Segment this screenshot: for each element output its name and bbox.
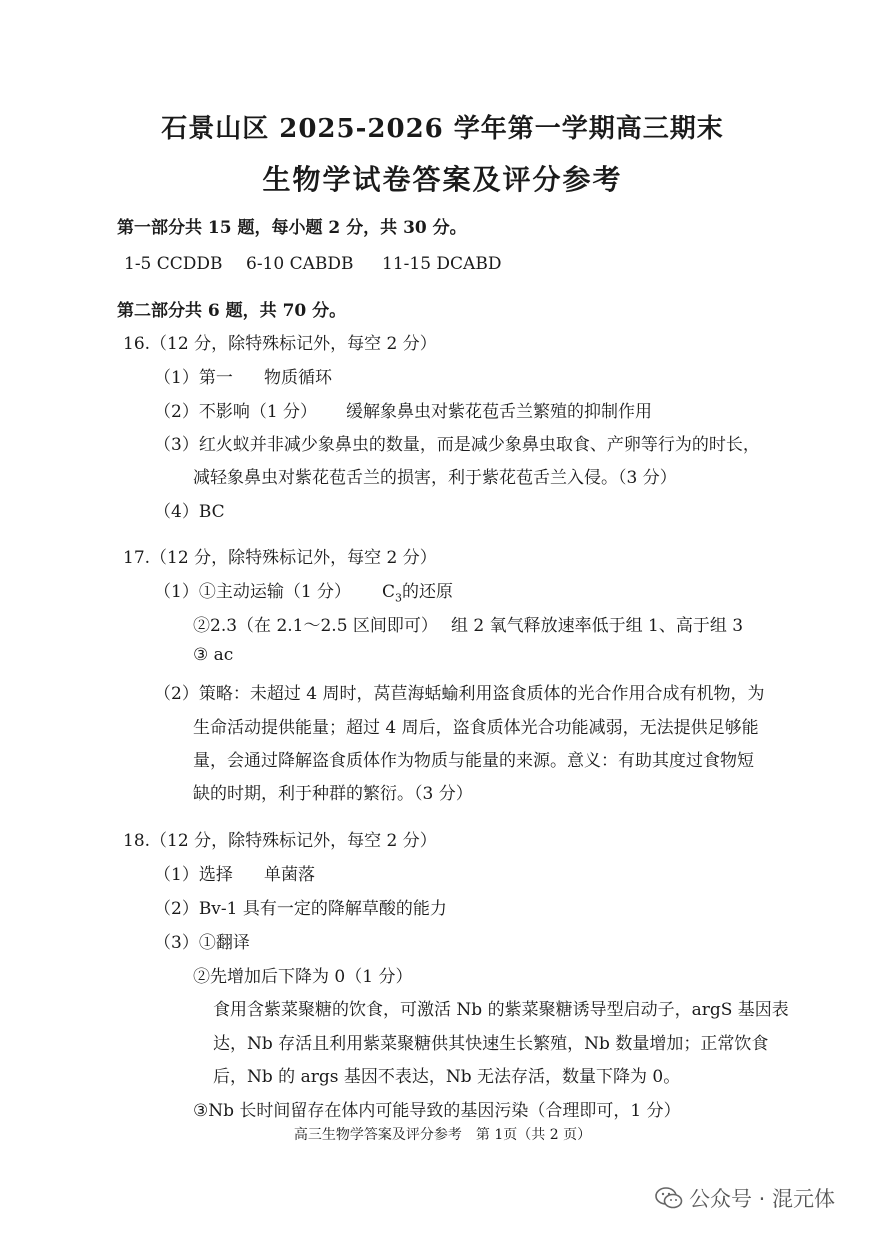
watermark-text: 公众号 · 混元体 xyxy=(689,1187,836,1211)
q18-answer-1: （1）选择 单菌落 xyxy=(154,865,315,885)
q17-answer-2-line3: 量，会通过降解盗食质体作为物质与能量的来源。意义：有助其度过食物短 xyxy=(193,751,754,771)
q17-answer-2-line1: （2）策略：未超过 4 周时，莴苣海蛞蝓利用盗食质体的光合作用合成有机物，为 xyxy=(154,684,765,704)
q18-heading: 18.（12 分，除特殊标记外，每空 2 分） xyxy=(123,831,437,851)
q18-answer-3-2-line2: 达，Nb 存活且利用紫菜聚糖供其快速生长繁殖，Nb 数量增加；正常饮食 xyxy=(213,1034,769,1054)
answer-11-15: 11-15 DCABD xyxy=(382,254,502,274)
part1-heading: 第一部分共 15 题，每小题 2 分，共 30 分。 xyxy=(117,218,467,238)
q17-answer-1-3: ③ ac xyxy=(193,645,234,665)
q17-answer-1-1: （1）①主动运输（1 分） $C_3$的还原 xyxy=(154,582,454,605)
page-footer: 高三生物学答案及评分参考 第 1页（共 2 页） xyxy=(293,1127,592,1143)
q18-answer-2: （2）Bv-1 具有一定的降解草酸的能力 xyxy=(154,899,447,919)
part2-heading: 第二部分共 6 题，共 70 分。 xyxy=(117,301,347,321)
answer-1-5: 1-5 CCDDB xyxy=(124,254,223,274)
q18-answer-3-3: ③Nb 长时间留存在体内可能导致的基因污染（合理即可，1 分） xyxy=(193,1101,681,1121)
q18-answer-3-2-line1: 食用含紫菜聚糖的饮食，可激活 Nb 的紫菜聚糖诱导型启动子，argS 基因表 xyxy=(213,1000,789,1020)
q17-answer-1-2: ②2.3（在 2.1～2.5 区间即可） 组 2 氧气释放速率低于组 1、高于组 3 xyxy=(193,616,744,636)
q16-heading: 16.（12 分，除特殊标记外，每空 2 分） xyxy=(123,334,437,354)
q16-answer-1: （1）第一 物质循环 xyxy=(154,368,332,388)
part1-answers xyxy=(124,254,501,274)
q17-heading: 17.（12 分，除特殊标记外，每空 2 分） xyxy=(123,548,437,568)
q16-answer-3-line2: 减轻象鼻虫对紫花苞舌兰的损害，利于紫花苞舌兰入侵。（3 分） xyxy=(193,468,677,488)
q18-answer-3-2-line3: 后，Nb 的 args 基因不表达，Nb 无法存活，数量下降为 0。 xyxy=(213,1067,681,1087)
answer-6-10: 6-10 CABDB xyxy=(246,254,354,274)
watermark xyxy=(655,1183,835,1213)
q18-answer-3-1: （3）①翻译 xyxy=(154,933,250,953)
q17-answer-2-line2: 生命活动提供能量；超过 4 周后，盗食质体光合功能减弱，无法提供足够能 xyxy=(193,718,759,738)
q16-answer-3-line1: （3）红火蚁并非减少象鼻虫的数量，而是减少象鼻虫取食、产卵等行为的时长， xyxy=(154,435,760,455)
q16-answer-4: （4）BC xyxy=(154,502,225,522)
q17-answer-2-line4: 缺的时期，利于种群的繁衍。（3 分） xyxy=(193,784,473,804)
page-subtitle: 生物学试卷答案及评分参考 xyxy=(262,163,623,196)
q18-answer-3-2: ②先增加后下降为 0（1 分） xyxy=(193,967,413,987)
wechat-icon xyxy=(655,1186,683,1210)
q16-answer-2: （2）不影响（1 分） 缓解象鼻虫对紫花苞舌兰繁殖的抑制作用 xyxy=(154,402,652,422)
page-title: 石景山区 2025-2026 学年第一学期高三期末 xyxy=(161,114,724,144)
